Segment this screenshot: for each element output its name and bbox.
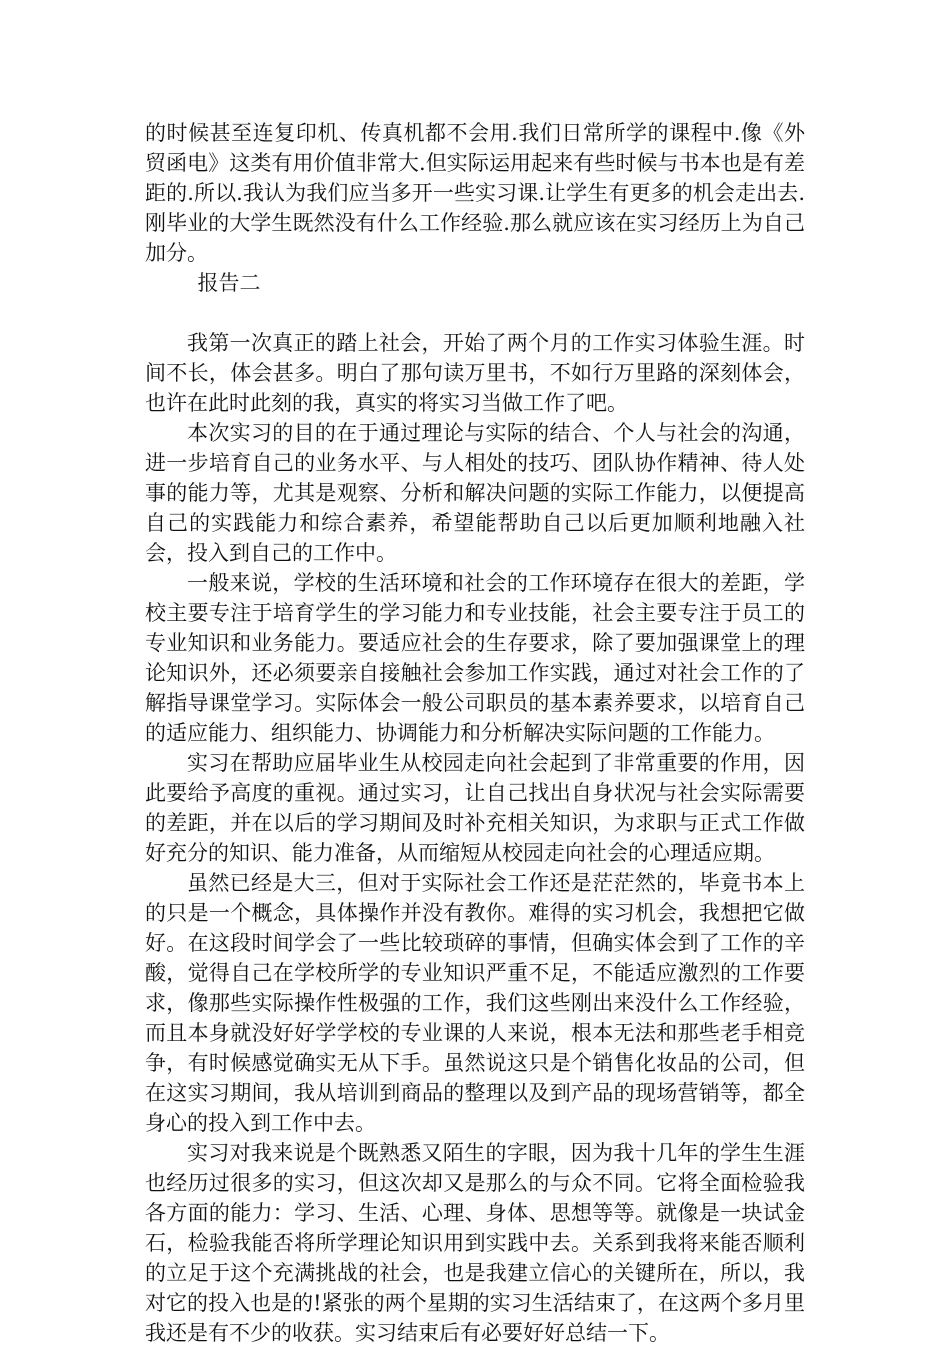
section-title: 报告二 — [197, 271, 261, 295]
document-page — [145, 118, 805, 1348]
body-paragraph: 实习在帮助应届毕业生从校园走向社会起到了非常重要的作用，因此要给予高度的重视。通过实习，让自己找出自身状况与社会实际需要的差距，并在以后的学习期间及时补充相关知识，为求职与正式工作做好充分的知识、能力准备，从而缩短从校园走向社会的心理适应期。 — [145, 751, 805, 865]
body-paragraph: 我第一次真正的踏上社会，开始了两个月的工作实习体验生涯。时间不长，体会甚多。明白了那句读万里书，不如行万里路的深刻体会，也许在此时此刻的我，真实的将实习当做工作了吧。 — [145, 331, 805, 415]
opening-paragraph: 的时候甚至连复印机、传真机都不会用.我们日常所学的课程中.像《外贸函电》这类有用价值非常大.但实际运用起来有些时候与书本也是有差距的.所以.我认为我们应当多开一些实习课.让学生有更多的机会走出去.刚毕业的大学生既然没有什么工作经验.那么就应该在实习经历上为自己加分。 — [145, 121, 805, 265]
blank-line — [145, 298, 805, 328]
body-paragraph: 实习对我来说是个既熟悉又陌生的字眼，因为我十几年的学生生涯也经历过很多的实习，但这次却又是那么的与众不同。它将全面检验我各方面的能力：学习、生活、心理、身体、思想等等。就像是一块试金石，检验我能否将所学理论知识用到实践中去。关系到我将来能否顺利的立足于这个充满挑战的社会，也是我建立信心的关键所在，所以，我对它的投入也是的!紧张的两个星期的实习生活结束了，在这两个多月里我还是有不少的收获。实习结束后有必要好好总结一下。 — [145, 1141, 805, 1345]
body-paragraph: 虽然已经是大三，但对于实际社会工作还是茫茫然的，毕竟书本上的只是一个概念，具体操作并没有教你。难得的实习机会，我想把它做好。在这段时间学会了一些比较琐碎的事情，但确实体会到了工作的辛酸，觉得自己在学校所学的专业知识严重不足，不能适应激烈的工作要求，像那些实际操作性极强的工作，我们这些刚出来没什么工作经验，而且本身就没好好学学校的专业课的人来说，根本无法和那些老手相竞争，有时候感觉确实无从下手。虽然说这只是个销售化妆品的公司，但在这实习期间，我从培训到商品的整理以及到产品的现场营销等，都全身心的投入到工作中去。 — [145, 871, 805, 1135]
body-paragraph: 本次实习的目的在于通过理论与实际的结合、个人与社会的沟通，进一步培育自己的业务水平、与人相处的技巧、团队协作精神、待人处事的能力等，尤其是观察、分析和解决问题的实际工作能力，以便提高自己的实践能力和综合素养，希望能帮助自己以后更加顺利地融入社会，投入到自己的工作中。 — [145, 421, 805, 565]
body-paragraph: 一般来说，学校的生活环境和社会的工作环境存在很大的差距，学校主要专注于培育学生的学习能力和专业技能，社会主要专注于员工的专业知识和业务能力。要适应社会的生存要求，除了要加强课堂上的理论知识外，还必须要亲自接触社会参加工作实践，通过对社会工作的了解指导课堂学习。实际体会一般公司职员的基本素养要求，以培育自己的适应能力、组织能力、协调能力和分析解决实际问题的工作能力。 — [145, 571, 805, 745]
